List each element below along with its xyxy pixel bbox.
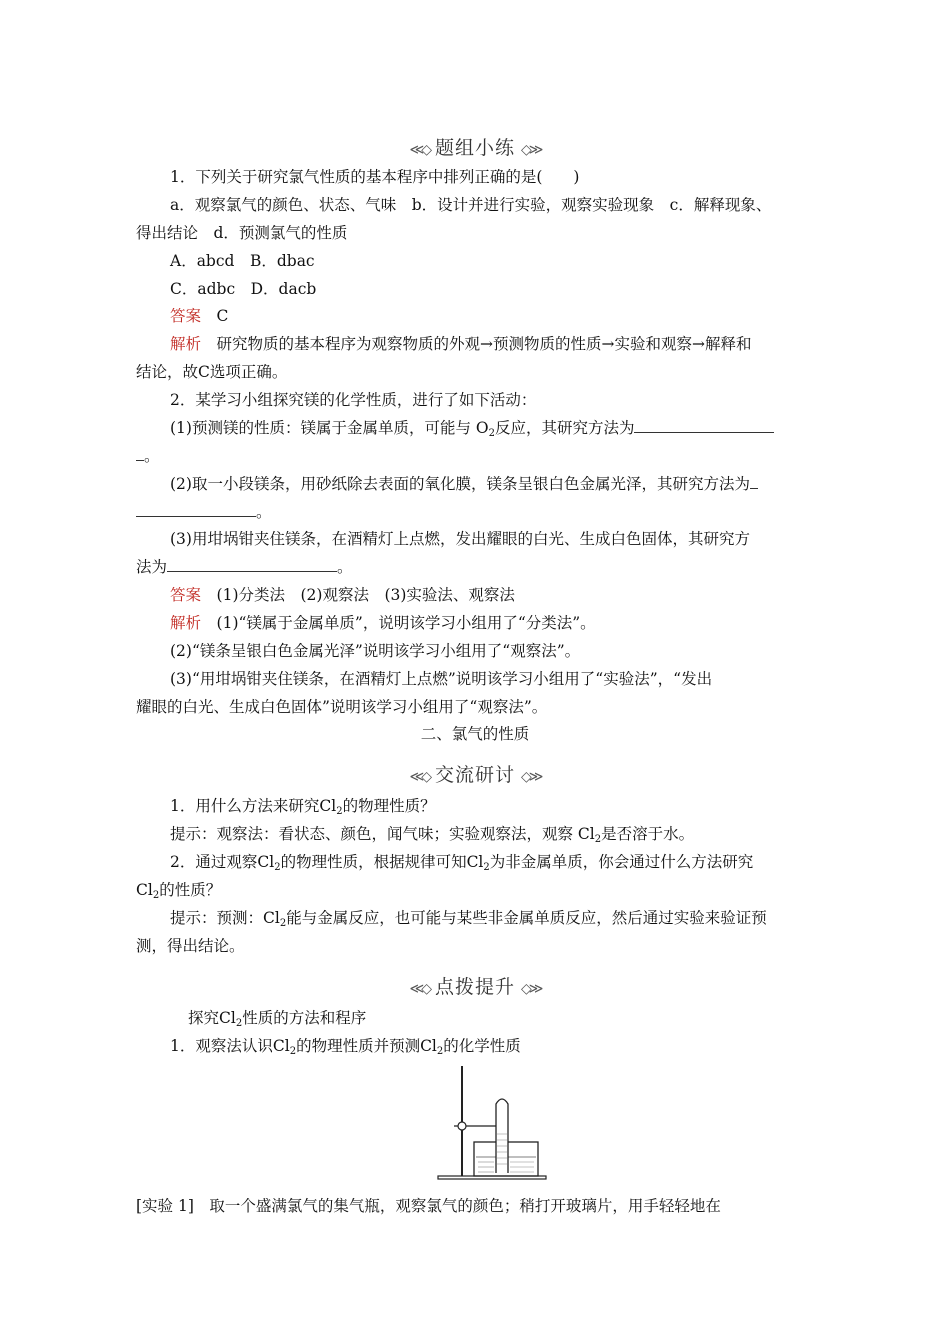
section-header-text: 题组小练 (434, 137, 515, 159)
fill-blank[interactable] (750, 474, 758, 489)
experiment-label: [实验 1] (136, 1197, 194, 1215)
answer-label: 答案 (170, 307, 202, 325)
q2-part2 (170, 474, 758, 494)
fill-blank[interactable] (167, 557, 337, 572)
q2-part1-text: (1)预测镁的性质：镁属于金属单质，可能与 O (170, 419, 489, 437)
q1-items-line1: a．观察氯气的颜色、状态、气味 b．设计并进行实验，观察实验现象 c．解释现象、 (170, 196, 772, 214)
text: 为非金属单质，你会通过什么方法研究 (489, 853, 754, 871)
q2-part1 (170, 418, 774, 444)
clamp-boss (458, 1122, 466, 1130)
item1-heading (170, 1036, 521, 1062)
text: 的物理性质，根据规律可知Cl (280, 853, 484, 871)
subscript: 2 (235, 1018, 243, 1029)
text: 的性质？ (159, 881, 222, 899)
discussion-q2-line2 (136, 880, 221, 906)
q2-analysis-line3: (3)“用坩埚钳夹住镁条，在酒精灯上点燃”说明该学习小组用了“实验法”，“发出 (170, 670, 713, 688)
test-tube (496, 1099, 508, 1173)
text: 提示：预测：Cl (170, 909, 280, 927)
discussion-tip2-line1 (170, 908, 767, 934)
ornament-right-icon: ◇≫ (521, 769, 541, 785)
text: 1．观察法认识Cl (170, 1037, 290, 1055)
text: 2．通过观察Cl (170, 853, 275, 871)
subscript: 2 (152, 890, 160, 901)
experiment1-text (136, 1196, 721, 1216)
section-header-text: 交流研讨 (434, 764, 515, 786)
text: 探究Cl (188, 1009, 236, 1027)
text: 1．用什么方法来研究Cl (170, 797, 337, 815)
q1-options-cd: C．adbc D．dacb (170, 280, 317, 298)
text: 是否溶于水。 (601, 825, 695, 843)
q2-part1-cont (136, 446, 160, 466)
discussion-tip1 (170, 824, 694, 850)
discussion-q1 (170, 796, 436, 822)
q2-part3-text: 法为 (136, 558, 168, 576)
subscript: 2 (436, 1046, 444, 1057)
q1-analysis-line1 (170, 334, 752, 354)
q2-part1-text-b: 反应，其研究方法为 (494, 419, 635, 437)
discussion-tip2-line2: 测，得出结论。 (136, 937, 245, 955)
text: 能与金属反应，也可能与某些非金属单质反应，然后通过实验来验证预 (286, 909, 767, 927)
ornament-right-icon: ◇≫ (521, 142, 541, 158)
q2-analysis-line1 (170, 613, 596, 633)
ornament-left-icon: ≪◇ (409, 142, 429, 158)
section-header-practice (0, 133, 950, 160)
analysis-label: 解析 (170, 614, 202, 632)
text: 性质的方法和程序 (242, 1009, 367, 1027)
fill-blank[interactable] (136, 502, 256, 517)
text: Cl (136, 881, 153, 899)
subscript: 2 (483, 862, 490, 873)
answer-value: (1)分类法 (2)观察法 (3)实验法、观察法 (216, 586, 515, 604)
subscript: 2 (279, 918, 287, 929)
subscript: 2 (289, 1046, 297, 1057)
q1-items-line2: 得出结论 d．预测氯气的性质 (136, 224, 348, 242)
section-header-text: 点拨提升 (434, 976, 515, 998)
text: 的物理性质？ (342, 797, 436, 815)
subscript: 2 (274, 862, 281, 873)
text: 提示：观察法：看状态、颜色，闻气味；实验观察法，观察 Cl (170, 825, 595, 843)
q2-analysis-line2: (2)“镁条呈银白色金属光泽”说明该学习小组用了“观察法”。 (170, 642, 581, 660)
q2-analysis-line4: 耀眼的白光、生成白色固体”说明该学习小组用了“观察法”。 (136, 698, 548, 716)
text: 取一个盛满氯气的集气瓶，观察氯气的颜色；稍打开玻璃片，用手轻轻地在 (209, 1197, 721, 1215)
subheading-methods (188, 1008, 366, 1034)
punct: 。 (256, 503, 272, 521)
section-title: 二、氯气的性质 (420, 725, 530, 743)
fill-blank[interactable] (136, 446, 144, 461)
answer-value: C (216, 307, 229, 325)
q2-part3-cont (136, 557, 353, 577)
q2-part2-text: (2)取一小段镁条，用砂纸除去表面的氧化膜，镁条呈银白色金属光泽，其研究方法为 (170, 475, 750, 493)
discussion-q2-line1 (170, 852, 753, 878)
punct: 。 (144, 447, 160, 465)
q2-answer (170, 585, 515, 605)
q1-options-ab: A．abcd B．dbac (170, 252, 315, 270)
q1-analysis-line2: 结论，故C选项正确。 (136, 363, 288, 381)
analysis-label: 解析 (170, 335, 202, 353)
fill-blank[interactable] (634, 418, 774, 433)
section-header-tips (0, 972, 950, 999)
text: 的化学性质 (443, 1037, 521, 1055)
analysis-text: (1)“镁属于金属单质”，说明该学习小组用了“分类法”。 (216, 614, 596, 632)
subscript: 2 (488, 428, 495, 439)
q2-stem: 2．某学习小组探究镁的化学性质，进行了如下活动： (170, 391, 537, 409)
subscript: 2 (336, 806, 343, 817)
ornament-right-icon: ◇≫ (521, 981, 541, 997)
punct: 。 (337, 558, 353, 576)
lab-apparatus-diagram (436, 1064, 548, 1182)
text: 的物理性质并预测Cl (296, 1037, 437, 1055)
ornament-left-icon: ≪◇ (409, 769, 429, 785)
q2-part2-cont (136, 502, 272, 522)
answer-label: 答案 (170, 586, 202, 604)
q2-part3: (3)用坩埚钳夹住镁条，在酒精灯上点燃，发出耀眼的白光、生成白色固体，其研究方 (170, 530, 750, 548)
q1-stem: 1．下列关于研究氯气性质的基本程序中排列正确的是( ) (170, 168, 580, 186)
subscript: 2 (594, 834, 602, 845)
section-header-discussion (0, 760, 950, 787)
ornament-left-icon: ≪◇ (409, 981, 429, 997)
q1-answer (170, 306, 228, 326)
analysis-text: 研究物质的基本程序为观察物质的外观→预测物质的性质→实验和观察→解释和 (216, 335, 752, 353)
